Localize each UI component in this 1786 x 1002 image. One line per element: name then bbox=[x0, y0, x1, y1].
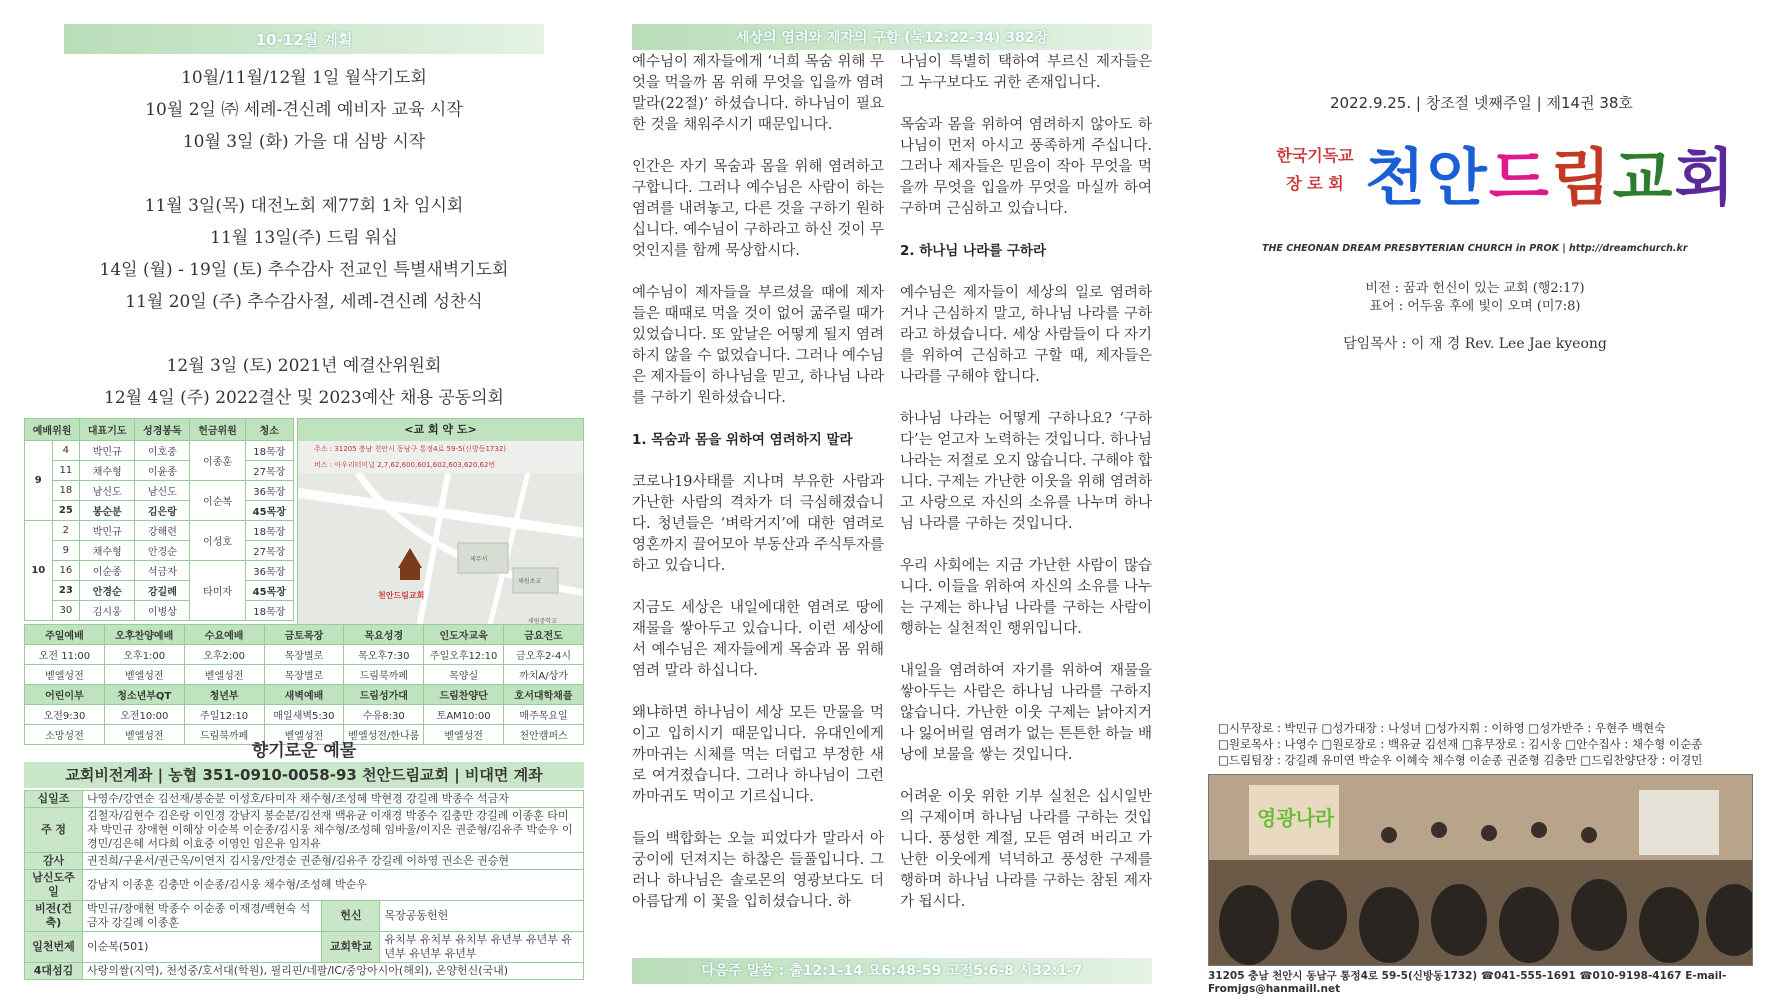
sermon-paragraph: 우리 사회에는 지금 가난한 사람이 많습니다. 이들을 위하여 자신의 소유를 나누는 구제는 하나님 나라를 구하는 사람이 행하는 실천적인 행위입니다. bbox=[900, 558, 1152, 637]
table-cell: 금요전도 bbox=[504, 625, 584, 645]
table-cell: 9 bbox=[52, 541, 80, 561]
table-cell: 벧엘성전 bbox=[424, 725, 504, 745]
table-row: 4대섬김 사랑의쌀(지역), 천성중/호서대(학원), 필리핀/네팔/IC/중앙아시아(해외), 온양헌신(국내) bbox=[25, 963, 584, 980]
table-cell: 이윤종 bbox=[135, 461, 190, 481]
table-cell: 주일12:10 bbox=[184, 705, 264, 725]
sermon-body bbox=[632, 52, 1152, 952]
table-row: 18 남신도 남신도 이순복 36목장 bbox=[25, 481, 294, 501]
plan-item: 14일 (월) - 19일 (토) 추수감사 전교인 특별새벽기도회 bbox=[99, 260, 509, 280]
table-row: 감사 권진희/구윤서/권근옥/이연지 김시웅/안경순 권준형/김유주 강길례 이하영 권소은 권승현 bbox=[25, 853, 584, 870]
table-row: 10 2 박민규 강해련 이성호 18목장 bbox=[25, 521, 294, 541]
duty-header: 대표기도 bbox=[80, 419, 135, 441]
table-cell: 드림성가대 bbox=[344, 685, 424, 705]
church-name-char: 드 bbox=[1488, 141, 1551, 214]
plan-list bbox=[24, 62, 584, 414]
table-cell: 이호중 bbox=[135, 441, 190, 461]
map-drawing bbox=[298, 473, 584, 626]
table-cell: 청년부 bbox=[184, 685, 264, 705]
church-map bbox=[297, 418, 584, 626]
table-row: 일천번제 이순복(501) 교회학교 유치부 유치부 유치부 유년부 유년부 유년부 유년부 유년부 bbox=[25, 932, 584, 963]
map-landmark-2: 세원초교 bbox=[518, 578, 542, 585]
photo-banner: 영광나라 bbox=[1257, 806, 1335, 830]
table-cell: 천안캠퍼스 bbox=[504, 725, 584, 745]
table-cell: 박민규 bbox=[80, 441, 135, 461]
table-cell: 목장별로 bbox=[264, 665, 344, 685]
table-row: 십일조 나영수/강연순 김선재/봉순분 이성호/타미자 채수형/조성혜 박현경 강길례 박종수 석금자 bbox=[25, 791, 584, 808]
map-landmark-3: 세림중학교 bbox=[528, 618, 557, 625]
pastor: 담임목사 : 이 재 경 Rev. Lee Jae kyeong bbox=[1343, 336, 1607, 352]
table-cell: 27목장 bbox=[245, 541, 293, 561]
duty-header: 예배위원 bbox=[25, 419, 80, 441]
table-row: 남신도주일 강남지 이종훈 김충만 이순종/김시웅 채수형/조성혜 박순우 bbox=[25, 870, 584, 901]
table-row: 비전(건축) 박민규/장애현 박종수 이순종 이재경/백현숙 석금자 강길례 이종훈 헌신 목장공동헌헌 bbox=[25, 901, 584, 932]
table-cell: 벧엘성전 bbox=[104, 725, 184, 745]
offering-account: 교회비전계좌 | 농협 351-0910-0058-93 천안드림교회 | 비대면 계좌 bbox=[24, 762, 584, 788]
sermon-paragraph: 예수님은 제자들이 세상의 일로 염려하거나 근심하지 말고, 하나님 나라를 구하라고 하셨습니다. 세상 사람들이 다 자기를 위하여 근심하고 구할 때, 제자들은 나라를 구해야 합니다. bbox=[900, 285, 1152, 385]
sermon-paragraph: 나님이 특별히 택하여 부르신 제자들은 그 누구보다도 귀한 존재입니다. bbox=[900, 54, 1152, 91]
table-cell: 강해련 bbox=[135, 521, 190, 541]
table-cell: 45목장 bbox=[245, 501, 293, 521]
sermon-paragraph: 예수님이 제자들에게 ‘너희 목숨 위해 무엇을 먹을까 몸 위해 무엇을 입을까 염려 말라(22절)’ 하셨습니다. 하나님이 필요한 것을 채워주시기 때문입니다. bbox=[632, 54, 884, 133]
sermon-paragraph: 목숨과 몸을 위하여 염려하지 않아도 하나님이 먼저 아시고 풍족하게 주십니다. 그러나 제자들은 믿음이 작아 무엇을 먹을까 무엇을 입을까 무엇을 마실까 하여 구하며 근심하고 있습니다. bbox=[900, 117, 1152, 217]
table-cell: 드림북까페 bbox=[184, 725, 264, 745]
table-cell: 까치A/상가 bbox=[504, 665, 584, 685]
map-bus: 버스 : 아우리터미널 2,7,62,600,601,602,603,620,62번 bbox=[314, 461, 496, 469]
table-cell: 금오후2-4시 bbox=[504, 645, 584, 665]
table-cell: 새벽예배 bbox=[264, 685, 344, 705]
plan-item: 10월 3일 (화) 가을 대 심방 시작 bbox=[182, 132, 426, 152]
map-landmark-1: 세무서 bbox=[470, 556, 488, 563]
table-cell: 목양실 bbox=[424, 665, 504, 685]
table-row: 16 이순종 석금자 타미자 36목장 bbox=[25, 561, 294, 581]
table-cell: 석금자 bbox=[135, 561, 190, 581]
table-cell: 강길례 bbox=[135, 581, 190, 601]
table-cell: 봉순분 bbox=[80, 501, 135, 521]
table-cell: 인도자교육 bbox=[424, 625, 504, 645]
table-cell: 수유8:30 bbox=[344, 705, 424, 725]
issue-line: 2022.9.25. | 창조절 넷째주일 | 제14권 38호 bbox=[1330, 94, 1633, 112]
church-name-char: 안 bbox=[1426, 141, 1489, 214]
sermon-paragraph: 지금도 세상은 내일에대한 염려로 땅에 재물을 쌓아두고 있습니다. 이런 세상에서 예수님은 제자들에게 목숨과 몸 위해 염려 말라 하십니다. bbox=[632, 600, 884, 679]
table-cell: 벧엘성전 bbox=[25, 665, 105, 685]
table-row bbox=[25, 581, 294, 601]
plan-item bbox=[24, 158, 584, 190]
plan-item: 10월/11월/12월 1일 월삭기도회 bbox=[181, 68, 427, 88]
table-row: 9 4 박민규 이호중 이종훈 18목장 bbox=[25, 441, 294, 461]
table-cell: 박민규 bbox=[80, 521, 135, 541]
table-cell: 드림찬양단 bbox=[424, 685, 504, 705]
table-cell: 45목장 bbox=[245, 581, 293, 601]
table-cell: 남신도 bbox=[135, 481, 190, 501]
church-name bbox=[1365, 128, 1736, 217]
table-cell: 18목장 bbox=[245, 601, 293, 621]
table-cell: 채수형 bbox=[80, 461, 135, 481]
table-cell: 27목장 bbox=[245, 461, 293, 481]
table-row bbox=[25, 601, 294, 621]
table-cell: 36목장 bbox=[245, 561, 293, 581]
table-row bbox=[25, 705, 584, 725]
cover-page bbox=[1190, 0, 1760, 1002]
table-cell: 드림북까페 bbox=[344, 665, 424, 685]
table-cell: 36목장 bbox=[245, 481, 293, 501]
table-row bbox=[25, 501, 294, 521]
table-cell: 안경순 bbox=[135, 541, 190, 561]
table-cell: 18목장 bbox=[245, 521, 293, 541]
plan-item bbox=[24, 318, 584, 350]
map-title: <교 회 약 도> bbox=[298, 419, 583, 441]
table-cell: 청소년부QT bbox=[104, 685, 184, 705]
table-row bbox=[25, 645, 584, 665]
church-name-char: 회 bbox=[1674, 141, 1737, 214]
table-cell: 11 bbox=[52, 461, 80, 481]
duty-header: 성경봉독 bbox=[135, 419, 190, 441]
offering-table bbox=[24, 790, 584, 980]
table-cell: 안경순 bbox=[80, 581, 135, 601]
table-cell: 주일오후12:10 bbox=[424, 645, 504, 665]
next-sermon: 다음주 말씀 : 출12:1-14 요6:48-59 고전5:6-8 시32:1-7 bbox=[632, 958, 1152, 984]
sermon-paragraph: 인간은 자기 목숨과 몸을 위해 염려하고 구합니다. 그러나 예수님은 사람이 하는 염려를 내려놓고, 다른 것을 구하기 원하십니다. 예수님이 구하라고 하신 것이 무엇인지를 함께 묵상합시다. bbox=[632, 159, 884, 259]
table-cell: 벧엘성전 bbox=[104, 665, 184, 685]
plan-item: 10월 2일 ㈜ 세례-견신례 예비자 교육 시작 bbox=[145, 100, 463, 120]
table-cell: 호서대학채플 bbox=[504, 685, 584, 705]
plan-title: 10-12월 계획 bbox=[64, 24, 544, 54]
table-cell: 오전9:30 bbox=[25, 705, 105, 725]
table-cell: 오전10:00 bbox=[104, 705, 184, 725]
table-cell: 벧엘성전 bbox=[184, 665, 264, 685]
table-cell: 소망성전 bbox=[25, 725, 105, 745]
worship-photo bbox=[1208, 774, 1753, 966]
table-cell: 25 bbox=[52, 501, 80, 521]
sermon-paragraph: 예수님이 제자들을 부르셨을 때에 제자들은 때때로 먹을 것이 없어 굶주릴 때가 있었습니다. 또 앞날은 어떻게 될지 염려하지 않을 수 없었습니다. 그러나 예수님은 제자들이 하나님을 믿고, 하나님 나라를 구하기 원하셨습니다. bbox=[632, 285, 884, 406]
table-cell: 김시웅 bbox=[80, 601, 135, 621]
table-cell: 18 bbox=[52, 481, 80, 501]
sermon-paragraph: 내일을 염려하여 자기를 위하여 재물을 쌓아두는 사람은 하나님 나라를 구하지 않습니다. 가난한 이웃 구제는 낡아지거나 잃어버릴 염려가 없는 튼튼한 하늘 배낭에 보물을 쌓는 것입니다. bbox=[900, 663, 1152, 763]
church-name-char: 천 bbox=[1365, 141, 1427, 214]
table-cell: 벧엘성전/한나룸 bbox=[344, 725, 424, 745]
table-cell: 벧엘성전 bbox=[264, 725, 344, 745]
church-name-char: 교 bbox=[1612, 141, 1675, 214]
table-cell: 매주목요일 bbox=[504, 705, 584, 725]
table-cell: 오전 11:00 bbox=[25, 645, 105, 665]
sermon-heading: 1. 목숨과 몸을 위하여 염려하지 말라 bbox=[632, 432, 853, 448]
table-cell: 채수형 bbox=[80, 541, 135, 561]
english-name: THE CHEONAN DREAM PRESBYTERIAN CHURCH in PROK | http://dreamchurch.kr bbox=[1262, 243, 1688, 254]
table-cell: 목요성경 bbox=[344, 625, 424, 645]
sermon-paragraph: 어려운 이웃 위한 기부 실천은 십시일반의 구제이며 하나님 나라를 구하는 것입니다. 풍성한 계절, 모든 염려 버리고 가난한 이웃에게 넉넉하고 풍성한 구제를 행하며 하나님 나라를 구하는 참된 제자가 됩시다. bbox=[900, 789, 1152, 910]
table-row bbox=[25, 665, 584, 685]
table-cell: 목장별로 bbox=[264, 645, 344, 665]
table-cell: 이순종 bbox=[80, 561, 135, 581]
table-cell: 토AM10:00 bbox=[424, 705, 504, 725]
table-cell: 수요예배 bbox=[184, 625, 264, 645]
map-church-label: 천안드림교회 bbox=[378, 591, 425, 600]
table-cell: 4 bbox=[52, 441, 80, 461]
table-cell: 금토목장 bbox=[264, 625, 344, 645]
table-cell: 30 bbox=[52, 601, 80, 621]
table-cell: 오후1:00 bbox=[104, 645, 184, 665]
table-cell: 이병상 bbox=[135, 601, 190, 621]
offering-title: 향기로운 예물 bbox=[251, 741, 357, 761]
plan-item: 11월 3일(목) 대전노회 제77회 1차 임시회 bbox=[144, 196, 464, 216]
denomination: 한국기독교 장 로 회 bbox=[1276, 146, 1354, 193]
sermon-title: 세상의 염려와 제자의 구함 (눅12:22-34) 382장 bbox=[632, 24, 1152, 50]
plan-item: 12월 4일 (주) 2022결산 및 2023예산 채용 공동의회 bbox=[104, 388, 504, 408]
table-cell: 오후2:00 bbox=[184, 645, 264, 665]
sermon-paragraph: 하나님 나라는 어떻게 구하나요? ‘구하다’는 얻고자 노력하는 것입니다. 하나님 나라는 저절로 오지 않습니다. 구해야 합니다. 구제는 가난한 이웃을 위해 염려하고 사랑으로 자신의 소유를 나누며 하나님 나라를 구하는 것입니다. bbox=[900, 411, 1152, 532]
sermon-paragraph: 왜냐하면 하나님이 세상 모든 만물을 먹이고 입히시기 때문입니다. 유대인에게 까마귀는 시체를 먹는 더럽고 부정한 새로 여겨졌습니다. 그러나 하나님이 그런 까마귀도 먹이고 기르십니다. bbox=[632, 705, 884, 805]
church-address: 31205 충남 천안시 동남구 통정4로 59-5(신방동1732) ☎041-555-1691 ☎010-9198-4167 E-mail-Fromjgs@hanmaill.net bbox=[1208, 970, 1727, 995]
duty-table bbox=[24, 418, 294, 621]
plan-item: 11월 13일(주) 드림 워십 bbox=[210, 228, 398, 248]
plan-item: 12월 3일 (토) 2021년 예결산위원회 bbox=[166, 356, 442, 376]
sermon-paragraph: 들의 백합화는 오늘 피었다가 말라서 아궁이에 던져지는 하찮은 들풀입니다. 그러나 하나님은 솔로몬의 영광보다도 더 아름답게 이 꽃을 입히셨습니다. 하 bbox=[632, 831, 884, 910]
sermon-heading: 2. 하나님 나라를 구하라 bbox=[900, 243, 1046, 259]
vision: 비전 : 꿈과 헌신이 있는 교회 (행2:17) 표어 : 어두움 후에 빛이 오며 (미7:8) bbox=[1365, 281, 1585, 314]
table-row bbox=[25, 685, 584, 705]
map-address: 주소 : 31205 충남 천안시 동남구 통정4로 59-5(신방동1732) bbox=[314, 445, 507, 453]
duty-header: 헌금위원 bbox=[190, 419, 245, 441]
table-cell: 16 bbox=[52, 561, 80, 581]
table-row: 주 정 김철자/김현수 김은랑 이인경 강남지 봉순분/김선재 백유균 이재경 박종수 김충만 강길례 이종훈 타미자 박민규 장애현 이혜상 이순복 이순종/김시웅 채수형/조성혜 임바울/이지은 권준형/김유주 박순우 이경민/김은혜 서다희 이효중 이영인 임은유 임지유 bbox=[25, 808, 584, 853]
church-name-char: 림 bbox=[1550, 141, 1613, 214]
table-cell: 23 bbox=[52, 581, 80, 601]
table-cell: 2 bbox=[52, 521, 80, 541]
plan-item: 11월 20일 (주) 추수감사절, 세례-견신례 성찬식 bbox=[125, 292, 483, 312]
duty-header: 청소 bbox=[245, 419, 293, 441]
table-cell: 주일예배 bbox=[25, 625, 105, 645]
table-cell: 매일새벽5:30 bbox=[264, 705, 344, 725]
table-cell: 18목장 bbox=[245, 441, 293, 461]
table-cell: 어린이부 bbox=[25, 685, 105, 705]
table-cell: 김은랑 bbox=[135, 501, 190, 521]
table-row bbox=[25, 625, 584, 645]
sermon-paragraph: 코로나19사태를 지나며 부유한 사람과 가난한 사람의 격차가 더 극심해졌습니다. 청년들은 ‘벼락거지’에 대한 염려로 영혼까지 끌어모아 부동산과 주식투자를 하고 있습니다. bbox=[632, 474, 884, 574]
staff-list: □시무장로 : 박민규 □성가대장 : 나성녀 □성가지휘 : 이하영 □성가반주 : 우현주 백현숙 □원로목사 : 나영수 □원로장로 : 백유균 김선재 □휴무장로 : 김시웅 □안수집사 : 채수형 이순종 □드림팀장 : 강길례 유미연 박순우 이혜숙 채수형 이순종 권준형 김충만 □드림찬양단장 : 이경민 bbox=[1218, 721, 1703, 767]
table-row bbox=[25, 461, 294, 481]
table-cell: 목오후7:30 bbox=[344, 645, 424, 665]
schedule-table bbox=[24, 624, 584, 745]
table-row bbox=[25, 541, 294, 561]
table-cell: 오후찬양예배 bbox=[104, 625, 184, 645]
table-cell: 남신도 bbox=[80, 481, 135, 501]
